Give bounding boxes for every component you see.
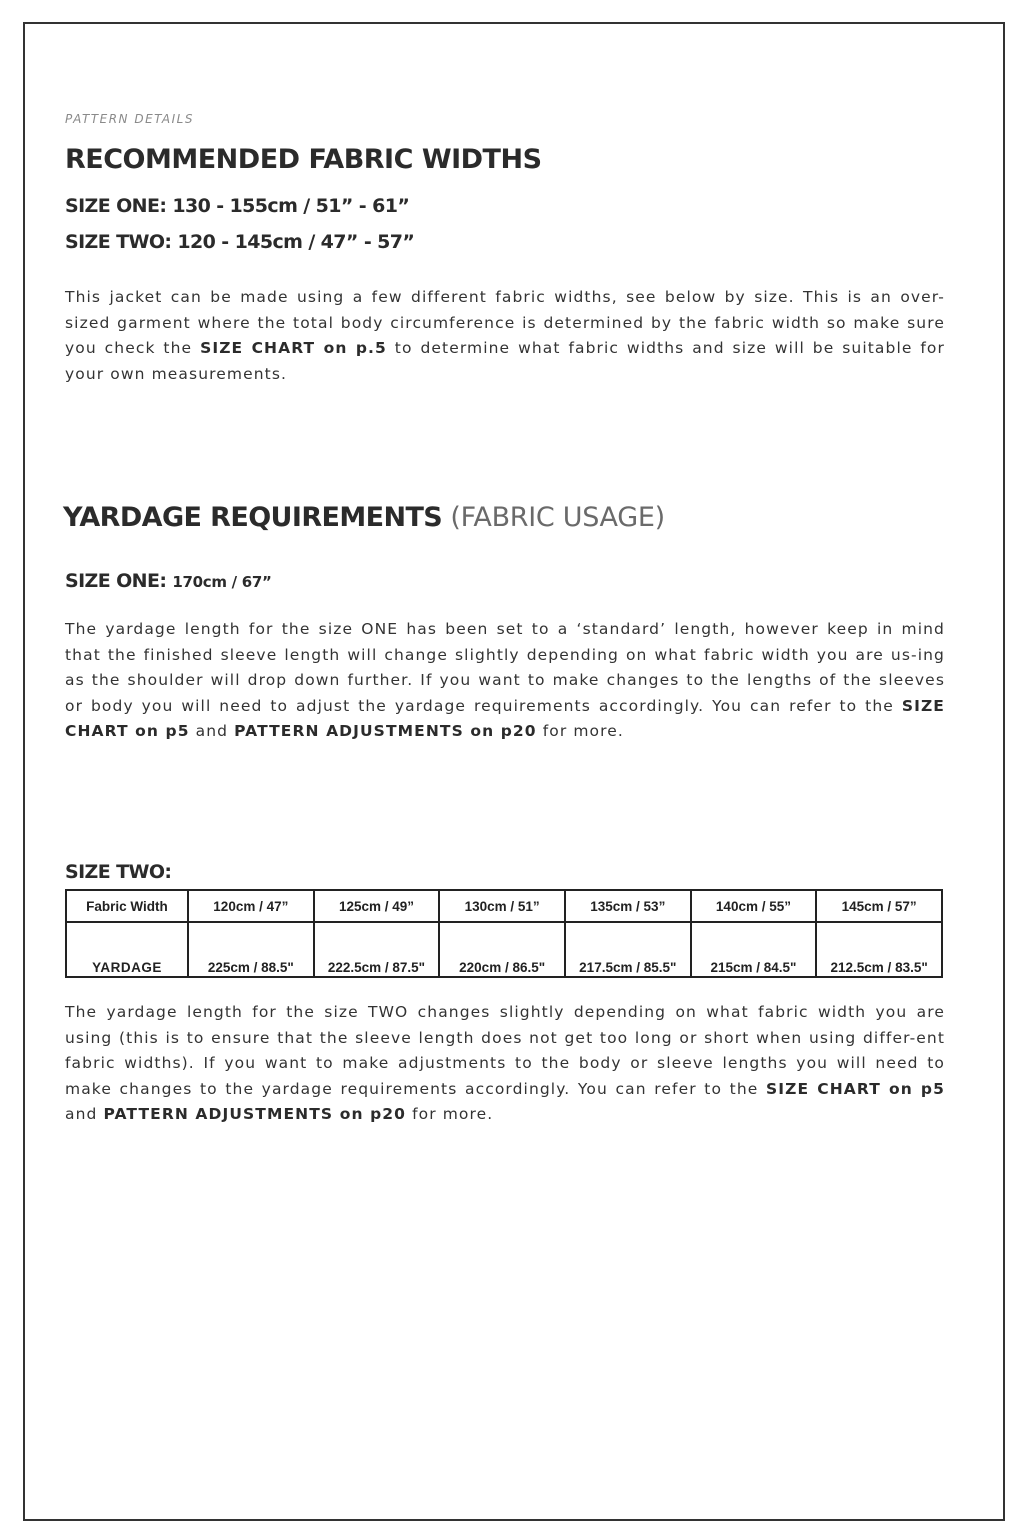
fabric-widths-paragraph: This jacket can be made using a few different fabric widths, see below by size. This is an over-sized garment where the total body circumference is determined by the fabric width so make sure you check the SIZE CHART on p.5 to determine what fabric widths and size will be suitable for your own measurements. [65, 288, 945, 383]
size-two-yardage-table [65, 889, 943, 978]
yardage-title-subtitle: (FABRIC USAGE) [442, 502, 665, 533]
table-cell-width: 140cm / 55” [691, 890, 817, 922]
yardage-title: YARDAGE REQUIREMENTS (FABRIC USAGE) [63, 502, 665, 533]
size-two-fabric-width: SIZE TWO: 120 - 145cm / 47” - 57” [65, 231, 415, 253]
table-cell-width: 130cm / 51” [439, 890, 565, 922]
fabric-widths-title: RECOMMENDED FABRIC WIDTHS [65, 144, 542, 175]
size-two-paragraph: The yardage length for the size TWO changes slightly depending on what fabric width you are using (this is to ensure that the sleeve length does not get too long or short when using differ-ent fabric widths). If you want to make adjustments to the body or sleeve lengths you will need to make changes to the yardage requirements accordingly. You can refer to the SIZE CHART on p5 and PATTERN ADJUSTMENTS on p20 for more. [65, 1003, 946, 1123]
table-cell-width: 120cm / 47” [188, 890, 314, 922]
section-label: PATTERN DETAILS [65, 112, 194, 126]
size-chart-reference: SIZE CHART on p5 [65, 696, 945, 740]
table-cell-width: 145cm / 57” [816, 890, 942, 922]
table-cell-yardage: 215cm / 84.5" [691, 922, 817, 977]
table-row [66, 922, 942, 977]
size-one-yardage: SIZE ONE: 170cm / 67” [65, 570, 272, 592]
table-cell-width: 135cm / 53” [565, 890, 691, 922]
size-two-label: SIZE TWO: [65, 861, 172, 883]
table-cell-width: 125cm / 49” [314, 890, 440, 922]
size-one-yardage-value: 170cm / 67” [172, 573, 272, 591]
size-one-fabric-width: SIZE ONE: 130 - 155cm / 51” - 61” [65, 195, 410, 217]
table-cell-header-label: Fabric Width [66, 890, 188, 922]
table-cell-row-label: YARDAGE [66, 922, 188, 977]
table-header-row [66, 890, 942, 922]
table-cell-yardage: 220cm / 86.5" [439, 922, 565, 977]
pattern-adjustments-reference: PATTERN ADJUSTMENTS on p20 [103, 1105, 407, 1123]
table-cell-yardage: 217.5cm / 85.5" [565, 922, 691, 977]
table-cell-yardage: 222.5cm / 87.5" [314, 922, 440, 977]
pattern-adjustments-reference: PATTERN ADJUSTMENTS on p20 [234, 722, 537, 740]
size-chart-reference: SIZE CHART on p.5 [200, 339, 387, 357]
table-cell-yardage: 225cm / 88.5" [188, 922, 314, 977]
size-one-paragraph: The yardage length for the size ONE has been set to a ‘standard’ length, however keep in mind that the finished sleeve length will change slightly depending on what fabric width you are us-ing as the shoulder will drop down further. If you want to make changes to the lengths of the sleeves or body you will need to adjust the yardage requirements accordingly. You can refer to the SIZE CHART on p5 and PATTERN ADJUSTMENTS on p20 for more. [65, 620, 945, 740]
size-chart-reference: SIZE CHART on p5 [766, 1079, 946, 1098]
table-cell-yardage: 212.5cm / 83.5" [816, 922, 942, 977]
